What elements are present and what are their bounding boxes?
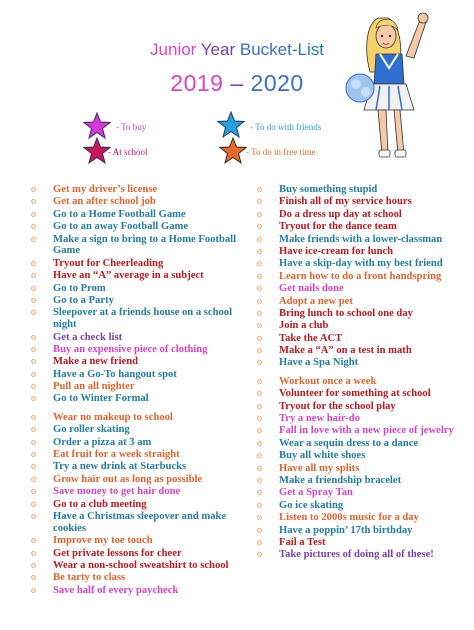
bucket-list-right-column [257,184,457,562]
bullet-icon: o [257,258,262,270]
bullet-icon: o [257,474,262,486]
list-item [31,461,241,473]
list-item-text: Bring lunch to school one day [279,307,413,319]
bullet-icon: o [257,549,262,561]
list-item [257,450,457,462]
list-item-text: Go to Winter Formal [53,393,149,405]
list-item [31,548,241,560]
list-item [257,500,457,512]
list-item [257,271,457,283]
legend-label-free-time: - To do in free time [246,147,316,157]
list-item [257,209,457,221]
legend-label-friends: - To do with friends [250,122,322,132]
list-item [257,283,457,295]
star-icon-magenta [83,137,111,165]
bullet-icon: o [31,331,36,343]
list-item-text: Get an after school job [53,196,156,208]
bullet-icon: o [257,425,262,437]
star-icon-pink [83,112,111,140]
bullet-icon: o [31,424,36,436]
list-item [31,560,241,572]
bullet-icon: o [257,462,262,474]
list-item-text: Go ice skating [279,499,344,511]
list-item-text: Get a Spray Tan [279,487,353,499]
list-item [31,437,241,449]
list-item [257,549,457,561]
list-item-text: Eat fruit for a week straight [53,449,180,461]
list-item-text: Have ice-cream for lunch [279,245,394,257]
list-item [31,307,241,331]
bullet-icon: o [31,343,36,355]
list-item-text: Adopt a new pet [279,295,353,307]
list-item-text: Go to Prom [53,282,106,294]
list-item-text: Buy an expensive piece of clothing [53,343,208,355]
bullet-icon: o [31,208,36,220]
list-item-text: Try a new drink at Starbucks [53,461,187,473]
list-item [257,475,457,487]
bullet-icon: o [31,498,36,510]
list-item [257,401,457,413]
list-item [257,333,457,345]
bullet-icon: o [257,413,262,425]
list-item [257,296,457,308]
list-item-text: Wear a non-school sweatshirt to school [53,559,229,571]
list-item [257,258,457,270]
bullet-icon: o [257,245,262,257]
list-item-text: Improve my toe touch [53,535,153,547]
bullet-icon: o [257,375,262,387]
list-item [31,209,241,221]
list-item-text: Have all my splits [279,462,360,474]
bullet-icon: o [257,307,262,319]
list-item-text: Wear no makeup to school [53,411,173,423]
list-item [257,512,457,524]
title-year-end: 2020 [250,70,304,96]
list-item [31,535,241,547]
list-item [257,308,457,320]
list-item [31,344,241,356]
bullet-icon: o [31,196,36,208]
list-item [257,487,457,499]
bullet-icon: o [257,437,262,449]
title-year-start: 2019 [170,70,224,96]
title-word-bucket: Bucket [239,40,292,59]
legend-label-school: - At school [108,147,148,157]
list-item-text: Get my driver’s license [53,184,158,195]
list-item [257,345,457,357]
list-item [257,320,457,332]
bullet-icon: o [31,282,36,294]
list-item [31,474,241,486]
list-item-text: Be tarty to class [53,572,126,584]
list-item-text: Wear a sequin dress to a dance [279,437,419,449]
bullet-icon: o [31,535,36,547]
bullet-icon: o [257,332,262,344]
list-item-text: Pull an all nighter [53,381,135,393]
list-item-text: Make a “A” on a test in math [279,345,412,357]
list-item-text: Finish all of my service hours [279,196,412,208]
list-item [31,196,241,208]
list-item [257,234,457,246]
title-word-list: -List [291,40,324,59]
list-item-text: Grow hair out as long as possible [53,473,203,485]
list-item [31,369,241,381]
list-item [257,221,457,233]
title-word-year: Year [200,40,236,59]
bullet-icon: o [257,221,262,233]
list-item-text: Join a club [279,320,329,332]
bullet-icon: o [257,208,262,220]
bullet-icon: o [31,184,36,195]
bullet-icon: o [31,547,36,559]
list-item [257,357,457,369]
list-item [31,486,241,498]
list-item [31,184,241,196]
bullet-icon: o [31,257,36,269]
list-item [257,438,457,450]
list-item [257,413,457,425]
list-item-text: Make a friendship bracelet [279,474,402,486]
list-item-text: Make a new friend [53,356,139,368]
list-item [31,449,241,461]
bullet-icon: o [31,461,36,473]
bullet-icon: o [31,584,36,596]
list-item [31,295,241,307]
bullet-icon: o [257,524,262,536]
list-item-text: Have a skip-day with my best friend [279,258,443,270]
bullet-icon: o [257,512,262,524]
bullet-icon: o [31,473,36,485]
title-word-junior: Junior [150,40,197,59]
list-item-text: Save half of every paycheck [53,584,179,596]
list-item [31,356,241,368]
bullet-icon: o [31,221,36,233]
bullet-icon: o [257,184,262,195]
bullet-icon: o [257,388,262,400]
bullet-icon: o [31,559,36,571]
list-item [31,221,241,233]
bullet-icon: o [31,436,36,448]
bullet-icon: o [257,487,262,499]
list-item [31,381,241,393]
bullet-icon: o [31,510,36,522]
list-item [257,425,457,437]
bullet-icon: o [257,345,262,357]
bullet-icon: o [257,450,262,462]
list-item-text: Go to an away Football Game [53,221,189,233]
list-item-text: Tryout for the dance team [279,221,397,233]
list-item-text: Have a Spa Night [279,357,359,369]
bullet-icon: o [31,307,36,319]
bullet-icon: o [31,368,36,380]
bucket-list-left-column [31,184,241,597]
list-item-text: Make friends with a lower-classman [279,233,443,245]
list-item-text: Fall in love with a new piece of jewelry [279,425,454,437]
list-item-text: Tryout for Cheerleading [53,257,164,269]
list-item [31,572,241,584]
list-item [31,283,241,295]
list-item [31,499,241,511]
list-item-text: Workout once a week [279,375,377,387]
bullet-icon: o [31,270,36,282]
bullet-icon: o [257,295,262,307]
list-item [257,196,457,208]
list-item-text: Order a pizza at 3 am [53,436,152,448]
bullet-icon: o [31,449,36,461]
list-item-text: Have a Christmas sleepover and make cookies [53,510,227,534]
list-item-text: Go to a Home Football Game [53,208,186,220]
list-item-text: Fail a Test [279,536,326,548]
bullet-icon: o [31,233,36,245]
bullet-icon: o [31,294,36,306]
bullet-icon: o [31,486,36,498]
list-item-text: Try a new hair-do [279,413,360,425]
list-item [31,270,241,282]
list-item-text: Get a check list [53,331,123,343]
list-item-text: Learn how to do a front handspring [279,270,442,282]
list-item [257,537,457,549]
bullet-icon: o [31,381,36,393]
star-icon-orange [219,137,247,165]
list-item [31,424,241,436]
list-item-text: Buy something stupid [279,184,378,195]
bullet-icon: o [257,283,262,295]
list-item-text: Save money to get hair done [53,486,181,498]
list-item [257,246,457,258]
list-item [31,332,241,344]
list-item [31,258,241,270]
title-dash: – [223,70,251,96]
list-item-text: Get nails done [279,283,344,295]
list-item-text: Go to a club meeting [53,498,147,510]
list-item [31,585,241,597]
bullet-icon: o [257,357,262,369]
list-item-text: Go roller skating [53,424,130,436]
list-item-text: Listen to 2000s music for a day [279,512,419,524]
list-item [257,184,457,196]
bullet-icon: o [257,400,262,412]
list-item [257,376,457,388]
bullet-icon: o [31,393,36,405]
star-icon-blue [217,111,245,139]
list-item-text: Take the ACT [279,332,343,344]
list-item [31,511,241,535]
list-item-text: Volunteer for something at school [279,388,431,400]
bullet-icon: o [257,320,262,332]
list-item-text: Make a sign to bring to a Home Football Game [53,233,237,257]
list-item-text: Take pictures of doing all of these! [279,549,434,561]
bullet-icon: o [31,411,36,423]
list-item-text: Get private lessons for cheer [53,547,182,559]
bullet-icon: o [257,499,262,511]
list-item-text: Have a Go-To hangout spot [53,368,177,380]
list-item [31,393,241,405]
list-item [257,525,457,537]
bullet-icon: o [257,233,262,245]
list-item [257,388,457,400]
bullet-icon: o [257,536,262,548]
list-item-text: Tryout for the school play [279,400,396,412]
bullet-icon: o [257,270,262,282]
list-item-text: Go to a Party [53,294,114,306]
list-item-text: Have an “A” average in a subject [53,270,204,282]
list-item-text: Sleepover at a friends house on a school night [53,307,233,331]
list-item-text: Have a poppin’ 17th birthday [279,524,413,536]
list-item [257,463,457,475]
bullet-icon: o [31,572,36,584]
list-item [31,412,241,424]
list-item-text: Do a dress up day at school [279,208,402,220]
list-item-text: Buy all white shoes [279,450,366,462]
cheerleader-illustration [342,6,466,162]
legend-label-buy: - To buy [116,122,147,132]
list-item [31,234,241,258]
bullet-icon: o [257,196,262,208]
bullet-icon: o [31,356,36,368]
